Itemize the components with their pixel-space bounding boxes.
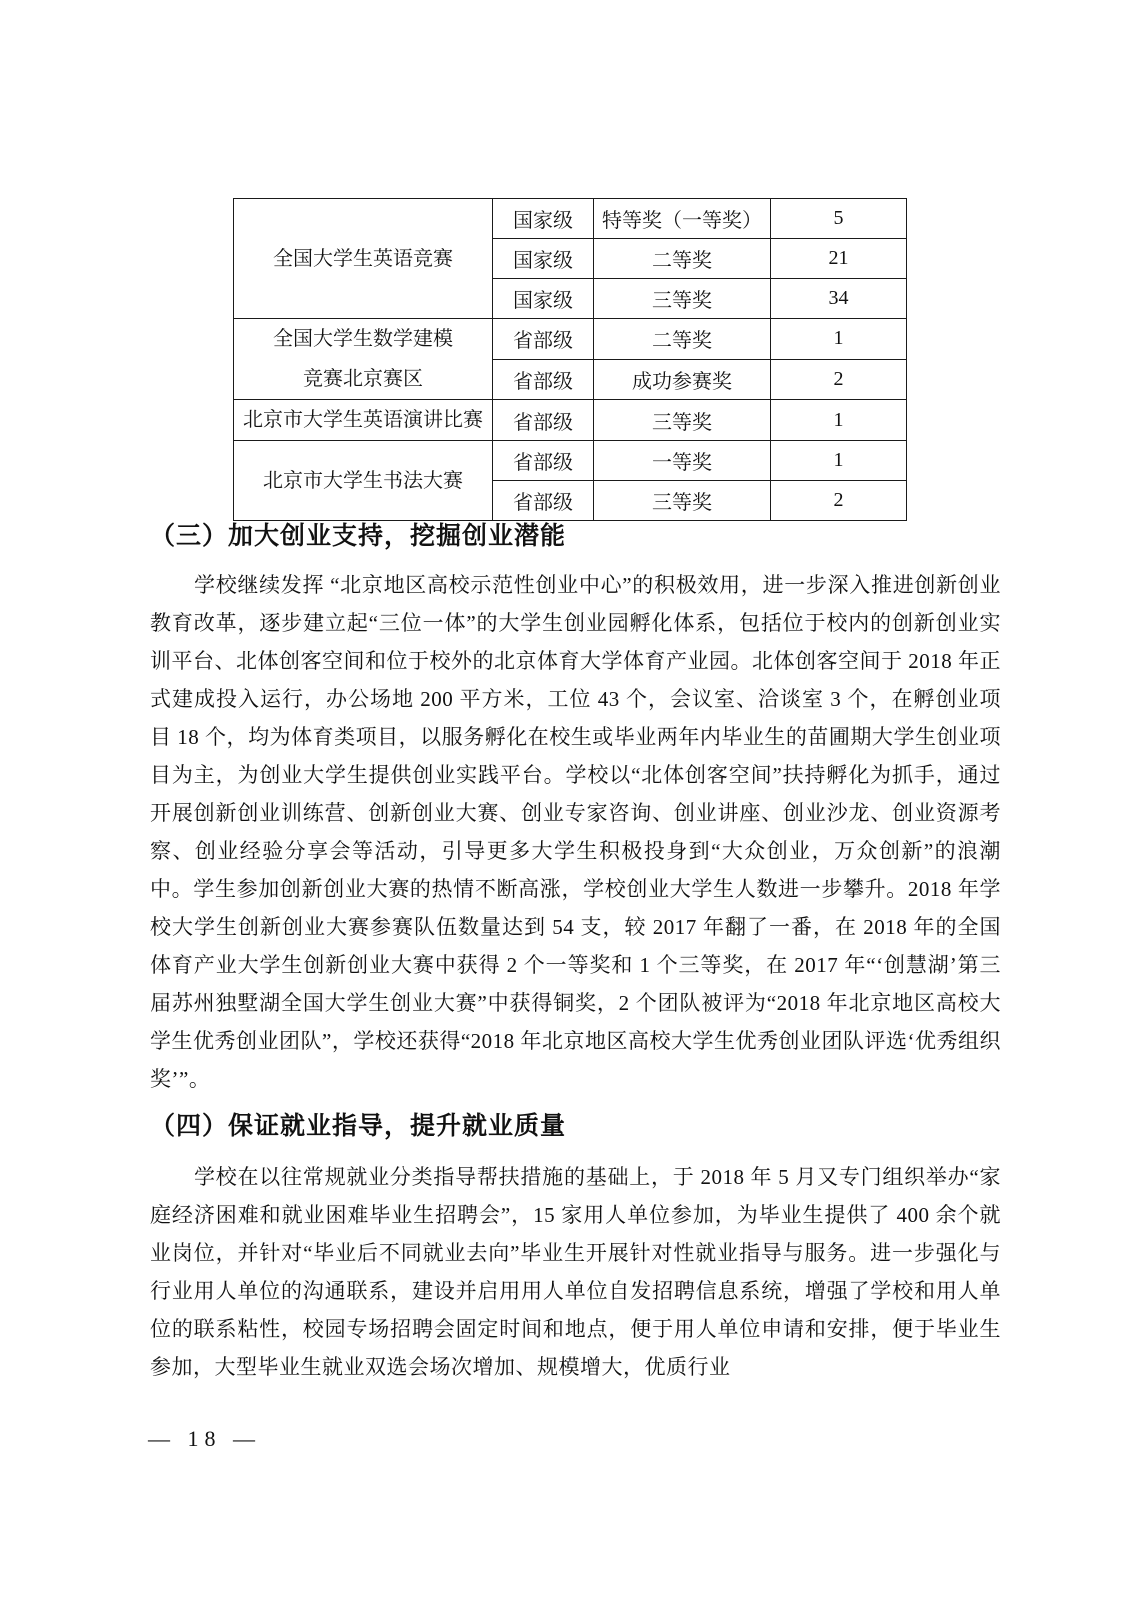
table-row — [234, 400, 907, 441]
level-cell: 省部级 — [493, 319, 594, 360]
award-cell: 成功参赛奖 — [594, 359, 771, 400]
section-heading-3: （三）加大创业支持，挖掘创业潜能 — [150, 522, 567, 550]
level-cell: 国家级 — [493, 279, 594, 319]
count-cell: 1 — [771, 441, 907, 481]
level-cell: 国家级 — [493, 199, 594, 239]
count-cell: 2 — [771, 359, 907, 400]
award-cell: 三等奖 — [594, 400, 771, 441]
level-cell: 国家级 — [493, 239, 594, 279]
level-cell: 省部级 — [493, 400, 594, 441]
count-cell: 2 — [771, 481, 907, 521]
level-cell: 省部级 — [493, 441, 594, 481]
table-row — [234, 319, 907, 360]
competition-name: 北京市大学生书法大赛 — [263, 469, 463, 492]
competition-name-line2: 竞赛北京赛区 — [303, 368, 423, 390]
count-cell: 34 — [771, 279, 907, 319]
competition-name-line1: 全国大学生数学建模 — [273, 328, 453, 350]
table-row — [234, 199, 907, 239]
awards-table — [233, 198, 907, 521]
competition-name-cell — [234, 441, 493, 521]
competition-name-cell — [234, 400, 493, 441]
section-3-paragraph: 学校继续发挥 “北京地区高校示范性创业中心”的积极效用，进一步深入推进创新创业教育改革，逐步建立起“三位一体”的大学生创业园孵化体系，包括位于校内的创新创业实训平台、北体创客空间和位于校外的北京体育大学体育产业园。北体创客空间于 2018 年正式建成投入运行，办公场地 200 平方米，工位 43 个，会议室、洽谈室 3 个，在孵创业项目 18 个，均为体育类项目，以服务孵化在校生或毕业两年内毕业生的苗圃期大学生创业项目为主，为创业大学生提供创业实践平台。学校以“北体创客空间”扶持孵化为抓手，通过开展创新创业训练营、创新创业大赛、创业专家咨询、创业讲座、创业沙龙、创业资源考察、创业经验分享会等活动，引导更多大学生积极投身到“大众创业，万众创新”的浪潮中。学生参加创新创业大赛的热情不断高涨，学校创业大学生人数进一步攀升。2018 年学校大学生创新创业大赛参赛队伍数量达到 54 支，较 2017 年翻了一番，在 2018 年的全国体育产业大学生创新创业大赛中获得 2 个一等奖和 1 个三等奖，在 2017 年“‘创慧湖’第三届苏州独墅湖全国大学生创业大赛”中获得铜奖，2 个团队被评为“2018 年北京地区高校大学生优秀创业团队”，学校还获得“2018 年北京地区高校大学生优秀创业团队评选‘优秀组织奖’”。 — [150, 573, 1001, 1091]
awards-table-container — [233, 198, 906, 521]
competition-name: 北京市大学生英语演讲比赛 — [243, 409, 483, 431]
award-cell: 特等奖（一等奖） — [594, 199, 771, 239]
count-cell: 21 — [771, 239, 907, 279]
award-cell: 三等奖 — [594, 279, 771, 319]
count-cell: 1 — [771, 400, 907, 441]
award-cell: 一等奖 — [594, 441, 771, 481]
table-row — [234, 441, 907, 481]
level-cell: 省部级 — [493, 481, 594, 521]
award-cell: 二等奖 — [594, 319, 771, 360]
competition-name: 全国大学生英语竞赛 — [273, 247, 453, 270]
level-cell: 省部级 — [493, 359, 594, 400]
count-cell: 1 — [771, 319, 907, 360]
competition-name-cell — [234, 319, 493, 400]
count-cell: 5 — [771, 199, 907, 239]
section-4-paragraph: 学校在以往常规就业分类指导帮扶措施的基础上，于 2018 年 5 月又专门组织举办“家庭经济困难和就业困难毕业生招聘会”，15 家用人单位参加，为毕业生提供了 400 余个就业岗位，并针对“毕业后不同就业去向”毕业生开展针对性就业指导与服务。进一步强化与行业用人单位的沟通联系，建设并启用用人单位自发招聘信息系统，增强了学校和用人单位的联系粘性，校园专场招聘会固定时间和地点，便于用人单位申请和安排，便于毕业生参加，大型毕业生就业双选会场次增加、规模增大，优质行业 — [150, 1165, 1001, 1379]
page-number: — 18 — — [148, 1426, 261, 1451]
award-cell: 三等奖 — [594, 481, 771, 521]
competition-name-cell — [234, 199, 493, 319]
section-heading-4: （四）保证就业指导，提升就业质量 — [150, 1112, 567, 1140]
award-cell: 二等奖 — [594, 239, 771, 279]
